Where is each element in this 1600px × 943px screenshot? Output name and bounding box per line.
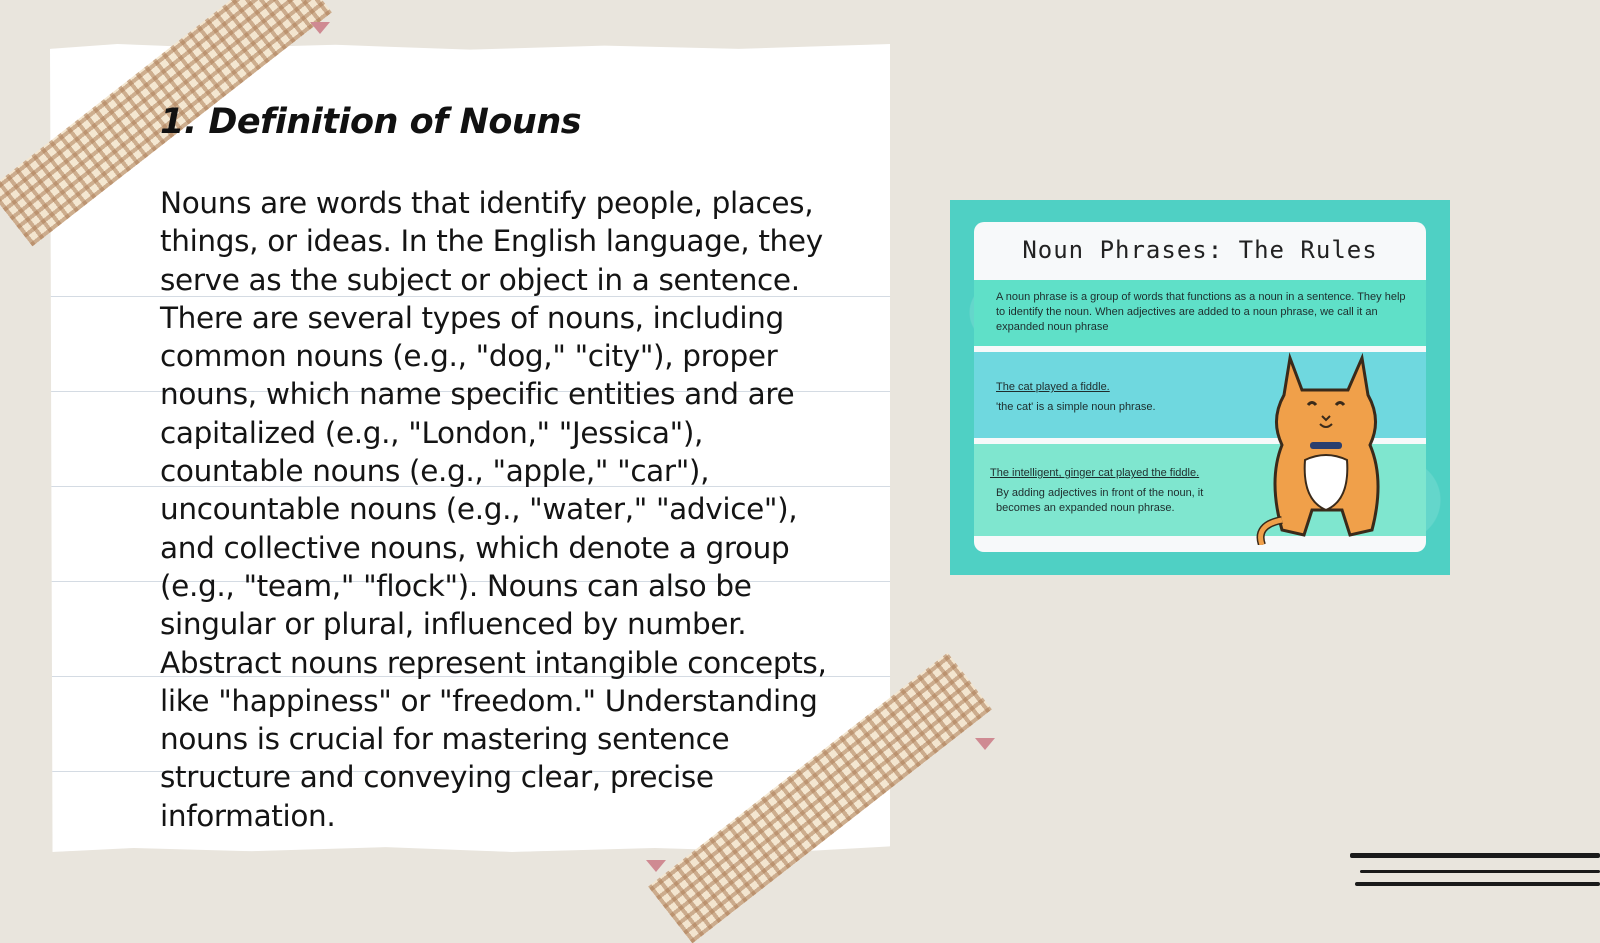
image-card-title: Noun Phrases: The Rules xyxy=(1022,236,1378,264)
slide-title: 1. Definition of Nouns xyxy=(160,102,582,142)
brush-stroke xyxy=(1350,853,1600,858)
example2-note: By adding adjectives in front of the noun, it becomes an expanded noun phrase. xyxy=(996,487,1204,514)
tape-pin-icon xyxy=(975,738,995,750)
ginger-cat-icon xyxy=(1250,350,1400,545)
brush-stroke xyxy=(1355,882,1600,886)
tape-pin-icon xyxy=(646,860,666,872)
example1-text: The cat played a fiddle. xyxy=(996,381,1110,393)
example2-text: The intelligent, ginger cat played the fiddle. xyxy=(990,467,1200,479)
tape-pin-icon xyxy=(310,22,330,34)
brush-stroke xyxy=(1360,870,1600,873)
example1-note: 'the cat' is a simple noun phrase. xyxy=(996,401,1156,413)
definition-text: A noun phrase is a group of words that functions as a noun in a sentence. They help to identify the noun. When adjectives are added to a noun phrase, we call it an expanded noun phrase xyxy=(996,291,1406,333)
definition-band xyxy=(974,280,1426,346)
slide-body-text: Nouns are words that identify people, places, things, or ideas. In the English language, they serve as the subject or object in a sentence. There are several types of nouns, including common nouns (e.g., "dog," "city"), proper nouns, which name specific entities and are capitalized (e.g., "London," "Jessica"), countable nouns (e.g., "apple," "car"), uncountable nouns (e.g., "water," "advice"), and collective nouns, which denote a group (e.g., "team," "flock"). Nouns can also be singular or plural, influenced by number. Abstract nouns represent intangible concepts, like "happiness" or "freedom." Understanding nouns is crucial for mastering sentence structure and conveying clear, precise information. xyxy=(160,186,827,833)
